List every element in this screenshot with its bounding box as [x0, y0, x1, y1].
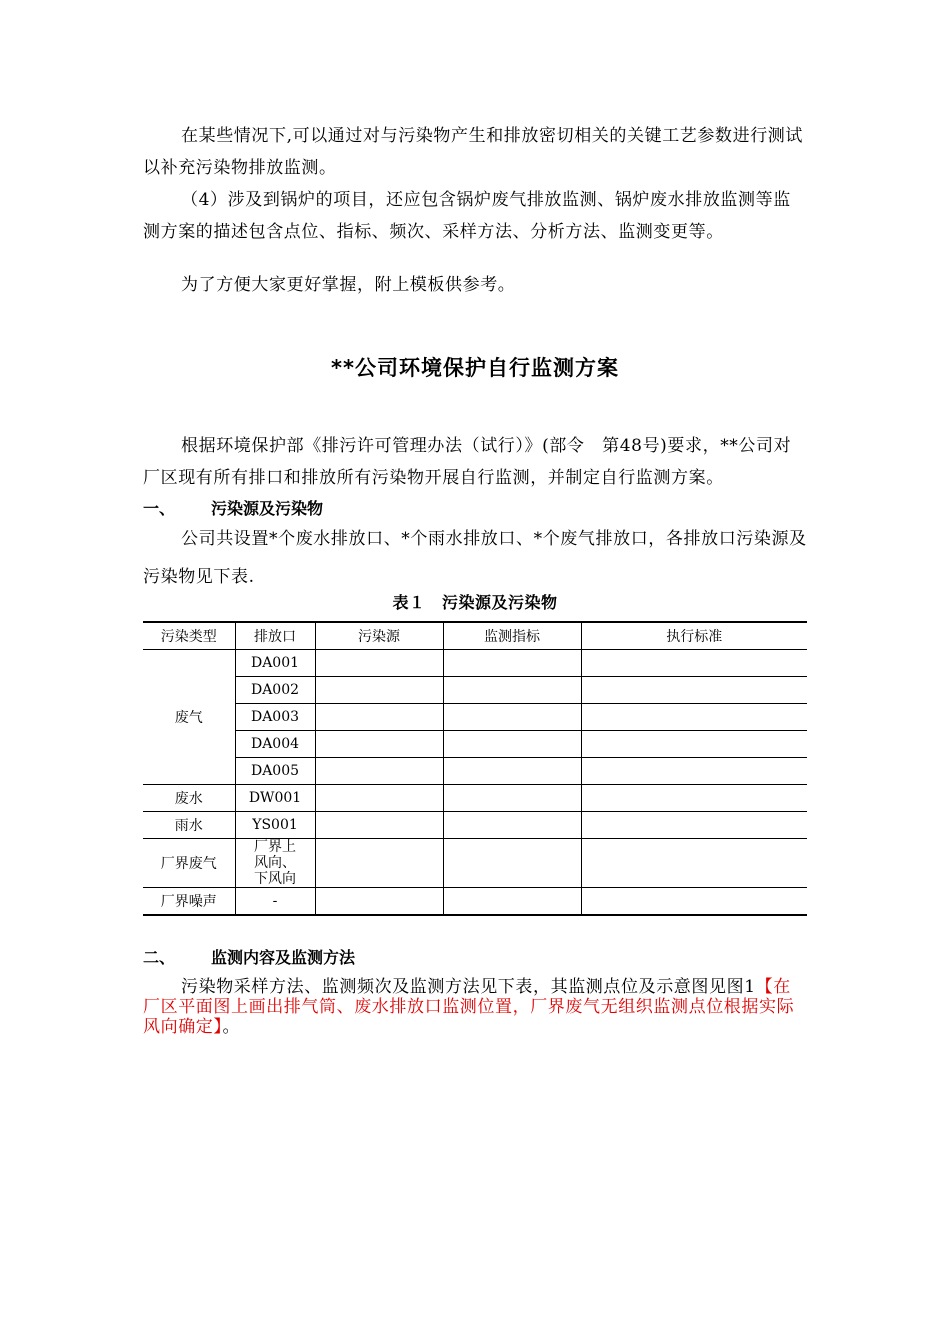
cell-empty — [315, 704, 443, 731]
cell-empty — [443, 839, 581, 888]
cell-type-waste-water: 废水 — [143, 785, 235, 812]
pollution-source-table — [143, 621, 807, 916]
section-2-text-main: 污染物采样方法、监测频次及监测方法见下表，其监测点位及示意图见图1 — [181, 977, 756, 997]
cell-empty — [315, 812, 443, 839]
outlet-line: 下风向 — [254, 871, 296, 887]
cell-type-boundary-gas: 厂界废气 — [143, 839, 235, 888]
section-1-title: 污染源及污染物 — [211, 499, 324, 518]
cell-empty — [443, 812, 581, 839]
document-title: **公司环境保护自行监测方案 — [331, 356, 619, 380]
cell-outlet: DA005 — [235, 758, 315, 785]
table-row — [143, 704, 807, 731]
cell-outlet: DA002 — [235, 677, 315, 704]
cell-empty — [581, 731, 807, 758]
cell-empty — [443, 758, 581, 785]
cell-type-waste-gas: 废气 — [143, 650, 235, 785]
header-pollution-source: 污染源 — [315, 622, 443, 650]
intro-paragraph-1: 在某些情况下,可以通过对与污染物产生和排放密切相关的关键工艺参数进行测试以补充污染物排放监测。 — [143, 126, 804, 178]
cell-outlet: DW001 — [235, 785, 315, 812]
cell-outlet: DA001 — [235, 650, 315, 677]
section-2-title: 监测内容及监测方法 — [211, 948, 356, 967]
table-row — [143, 731, 807, 758]
table-row — [143, 888, 807, 916]
header-monitoring-indicator: 监测指标 — [443, 622, 581, 650]
outlet-line: 厂界上 — [254, 839, 296, 855]
intro-paragraph-3: 为了方便大家更好掌握，附上模板供参考。 — [181, 275, 516, 295]
table-row — [143, 839, 807, 888]
table-header-row — [143, 622, 807, 650]
cell-empty — [443, 677, 581, 704]
cell-empty — [315, 731, 443, 758]
section-1-heading — [143, 496, 323, 519]
section-2-number: 二、 — [143, 948, 176, 967]
cell-type-boundary-noise: 厂界噪声 — [143, 888, 235, 916]
header-standard: 执行标准 — [581, 622, 807, 650]
cell-empty — [581, 677, 807, 704]
section-2-red-note: 【在厂区平面图上画出排气筒、废水排放口监测位置，厂界废气无组织监测点位根据实际风向确定】 — [143, 977, 795, 1037]
cell-outlet-boundary — [235, 839, 315, 888]
section-2-text — [143, 977, 808, 1037]
cell-empty — [315, 839, 443, 888]
table-row — [143, 758, 807, 785]
header-outlet: 排放口 — [235, 622, 315, 650]
cell-outlet: DA003 — [235, 704, 315, 731]
section-1-number: 一、 — [143, 499, 176, 518]
cell-empty — [443, 704, 581, 731]
cell-outlet: - — [235, 888, 315, 916]
cell-empty — [443, 888, 581, 916]
table-1-caption: 表１ 污染源及污染物 — [392, 593, 558, 612]
cell-empty — [315, 758, 443, 785]
outlet-line: 风向、 — [254, 855, 296, 871]
cell-empty — [443, 785, 581, 812]
section-2-heading — [143, 945, 355, 968]
cell-empty — [315, 677, 443, 704]
section-2-text-end: 。 — [222, 1017, 241, 1037]
cell-empty — [581, 785, 807, 812]
table-row — [143, 812, 807, 839]
cell-empty — [315, 785, 443, 812]
cell-empty — [443, 650, 581, 677]
cell-empty — [581, 812, 807, 839]
cell-empty — [581, 650, 807, 677]
cell-empty — [315, 650, 443, 677]
cell-outlet: DA004 — [235, 731, 315, 758]
table-row — [143, 785, 807, 812]
table-row — [143, 677, 807, 704]
section-1-text: 公司共设置*个废水排放口、*个雨水排放口、*个废气排放口，各排放口污染源及污染物见下表. — [143, 529, 807, 587]
cell-empty — [581, 758, 807, 785]
cell-empty — [581, 704, 807, 731]
intro-paragraph-2: （4）涉及到锅炉的项目，还应包含锅炉废气排放监测、锅炉废水排放监测等监测方案的描述包含点位、指标、频次、采样方法、分析方法、监测变更等。 — [143, 190, 791, 242]
cell-empty — [581, 839, 807, 888]
cell-type-rain: 雨水 — [143, 812, 235, 839]
cell-empty — [581, 888, 807, 916]
preamble-paragraph: 根据环境保护部《排污许可管理办法（试行）》(部令 第48号)要求，**公司对厂区现有所有排口和排放所有污染物开展自行监测，并制定自行监测方案。 — [143, 436, 792, 488]
cell-empty — [315, 888, 443, 916]
table-row — [143, 650, 807, 677]
cell-empty — [443, 731, 581, 758]
cell-outlet: YS001 — [235, 812, 315, 839]
header-pollution-type: 污染类型 — [143, 622, 235, 650]
